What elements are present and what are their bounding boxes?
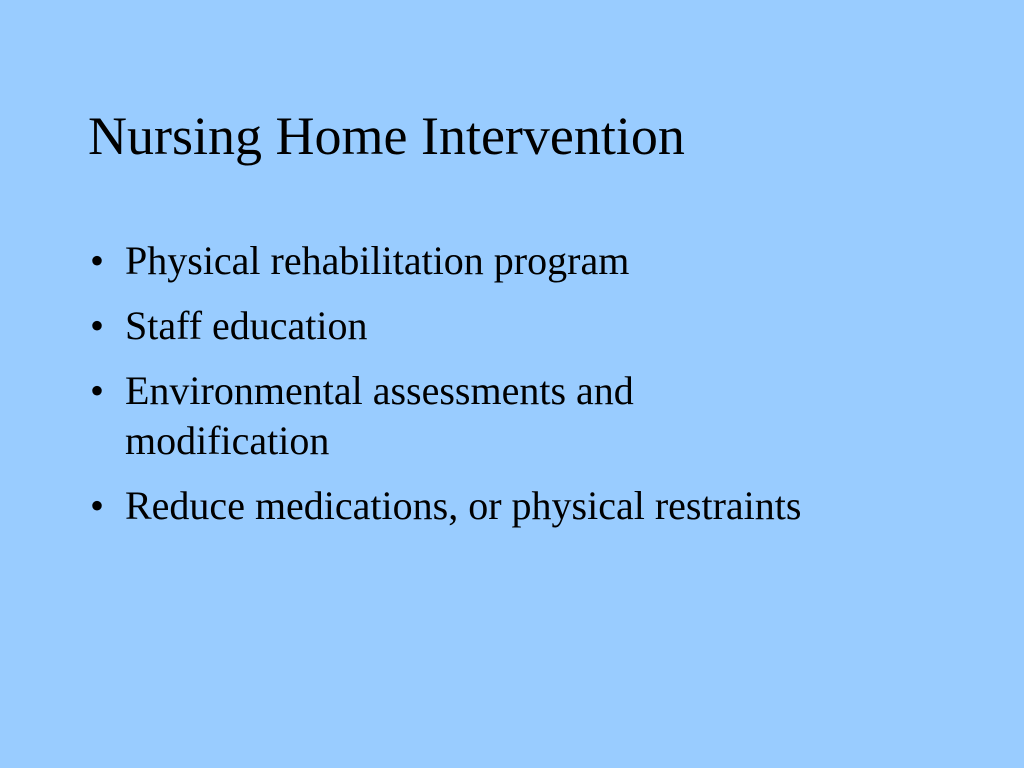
bullet-list xyxy=(85,236,945,546)
bullet-item xyxy=(85,481,945,531)
bullet-dot-icon: • xyxy=(89,238,104,283)
bullet-dot-icon: • xyxy=(89,303,104,348)
slide-title: Nursing Home Intervention xyxy=(88,106,685,166)
bullet-item xyxy=(85,366,725,466)
bullet-text: Staff education xyxy=(125,303,368,348)
bullet-dot-icon: • xyxy=(89,368,104,413)
bullet-text: Reduce medications, or physical restraints xyxy=(125,483,802,528)
bullet-item xyxy=(85,301,945,351)
bullet-text: Physical rehabilitation program xyxy=(125,238,630,283)
bullet-dot-icon: • xyxy=(89,483,104,528)
bullet-text: Environmental assessments and modification xyxy=(125,368,634,463)
bullet-item xyxy=(85,236,945,286)
